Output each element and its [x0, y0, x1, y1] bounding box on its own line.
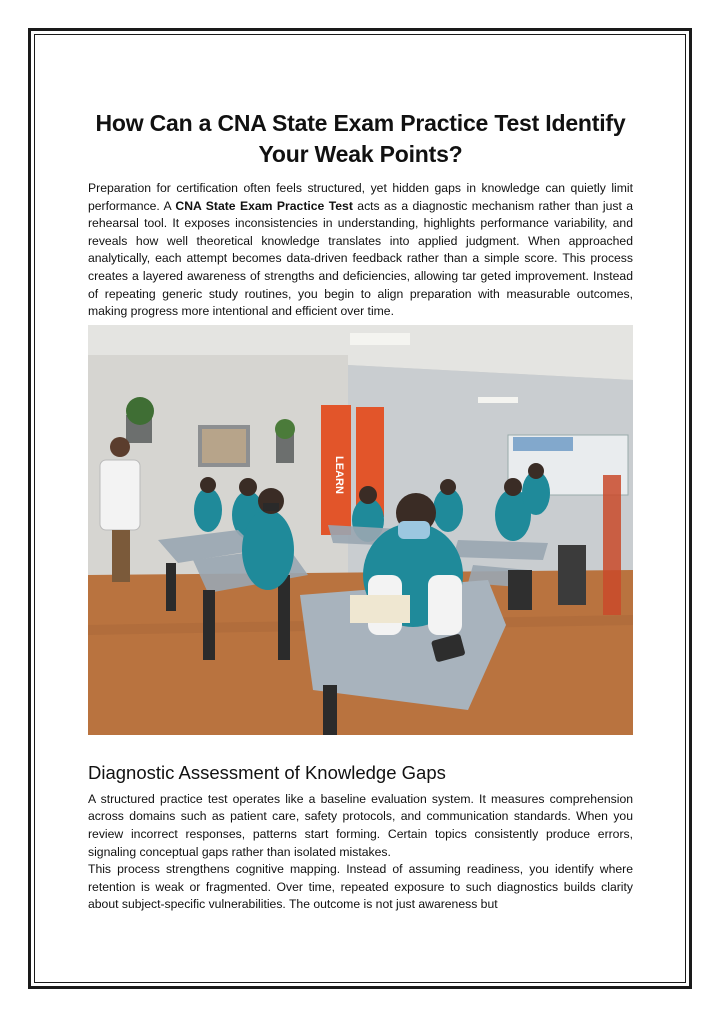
banner-text: LEARN: [333, 455, 345, 494]
intro-paragraph: [88, 180, 633, 321]
classroom-photo: [88, 325, 633, 735]
section-paragraph-1: A structured practice test operates like a baseline evaluation system. It measures comprehension across domains such as patient care, safety protocols, and communication standards. When you review incorrect responses, patterns start forming. Certain topics consistently produce errors, signaling conceptual gaps rather than isolated mistakes.: [88, 791, 633, 859]
intro-bold-keyword: CNA State Exam Practice Test: [175, 198, 353, 213]
classroom-photo-illustration: [88, 325, 633, 735]
document-title: How Can a CNA State Exam Practice Test Identify Your Weak Points?: [95, 110, 626, 167]
document-body: [88, 108, 633, 914]
section-paragraph-2: This process strengthens cognitive mapping. Instead of assuming readiness, you identify where retention is weak or fragmented. Over time, repeated exposure to such diagnostics builds clarity about subject-specific vulnerabilities. The outcome is not just awareness but: [88, 862, 633, 912]
intro-text-start: Preparation for certification often feels structured, yet hidden gaps in knowledge can quietly limit performance. A: [88, 181, 633, 213]
intro-text-end: acts as a diagnostic mechanism rather than just a rehearsal tool. It exposes inconsistencies in understanding, highlights performance variability, and reveals how well theoretical knowledge translates into applied judgment. When approached analytically, each attempt becomes data-driven feedback rather than a simple score. This process creates a layered awareness of strengths and deficiencies, allowing tar geted improvement. Instead of repeating generic study routines, you begin to align preparation with measurable outcomes, making progress more intentional and efficient over time.: [88, 198, 634, 319]
section-heading: Diagnostic Assessment of Knowledge Gaps: [88, 761, 446, 783]
